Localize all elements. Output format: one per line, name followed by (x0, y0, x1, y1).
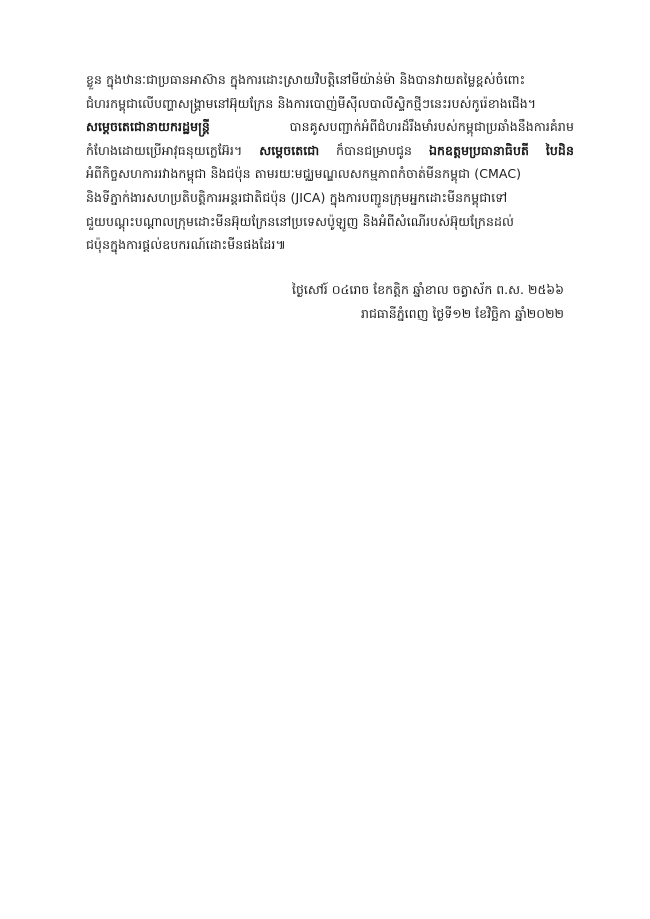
body-line-3 (86, 115, 574, 139)
title-samdech-techo-prime-minister: សម្តេចតេជោនាយករដ្ឋមន្ត្រី (86, 119, 210, 135)
body-line-3-text: បានគូសបញ្ជាក់អំពីជំហរដ៏រឹងមាំរបស់កម្ពុជាប្រឆាំងនឹងការគំរាម (289, 119, 574, 135)
body-paragraph (86, 68, 574, 257)
title-samdech-techo: សម្តេចតេជោ (259, 142, 320, 158)
body-line-2: ជំហរកម្ពុជាលើបញ្ហាសង្គ្រាមនៅអ៊ុយក្រែន និងការបោញ់មីស៊ីលបាលីស្ទិកថ្មីៗនេះរបស់កូរ៉េខាងជើង។ (86, 95, 537, 111)
body-line-4-text-a: កំហែងដោយប្រើអាវុធនុយក្លេអ៊ែរ។ (86, 142, 243, 158)
body-line-4 (86, 139, 574, 163)
body-line-4-text-b: ក៏បានជម្រាបជូន (336, 142, 413, 158)
lunar-date: ថ្ងៃសៅរ៍ ០៤រោច ខែកត្តិក ឆ្នាំខាល ចត្វាស័ក ព.ស. ២៥៦៦ (292, 282, 564, 297)
solar-date-location: រាជធានីភ្នំពេញ ថ្ងៃទី១២ ខែវិច្ឆិកា ឆ្នាំ២០២២ (361, 306, 564, 321)
date-signoff (292, 278, 564, 326)
name-biden: បៃដិន (545, 142, 574, 158)
body-line-6: និងទីភ្នាក់ងារសហប្រតិបត្តិការអន្តរជាតិជប៉ុន (JICA) ក្នុងការបញ្ជូនក្រុមអ្នកដោះមីនកម្ពុជាទៅ (86, 189, 508, 205)
body-line-7: ជួយបណ្តុះបណ្តាលក្រុមដោះមីនអ៊ុយក្រែននៅប្រទេសប៉ូឡូញ និងអំពីសំណើរបស់អ៊ុយក្រែនដល់ (86, 213, 515, 229)
body-line-8: ជប៉ុនក្នុងការផ្តល់ឧបករណ៍ដោះមីនផងដែរ៕ (86, 237, 286, 253)
body-line-1: ខ្លួន ក្នុងឋានៈជាប្រធានអាស៊ាន ក្នុងការដោះស្រាយវិបត្តិនៅមីយ៉ាន់ម៉ា និងបានវាយតម្លៃខ្ពស់ចំពោះ (86, 72, 526, 87)
title-president: ឯកឧត្តមប្រធានាធិបតី (428, 142, 530, 158)
body-line-5: អំពីកិច្ចសហការរវាងកម្ពុជា និងជប៉ុន តាមរយៈមជ្ឈមណ្ឌលសកម្មភាពកំចាត់មីនកម្ពុជា (CMAC) (86, 166, 522, 182)
